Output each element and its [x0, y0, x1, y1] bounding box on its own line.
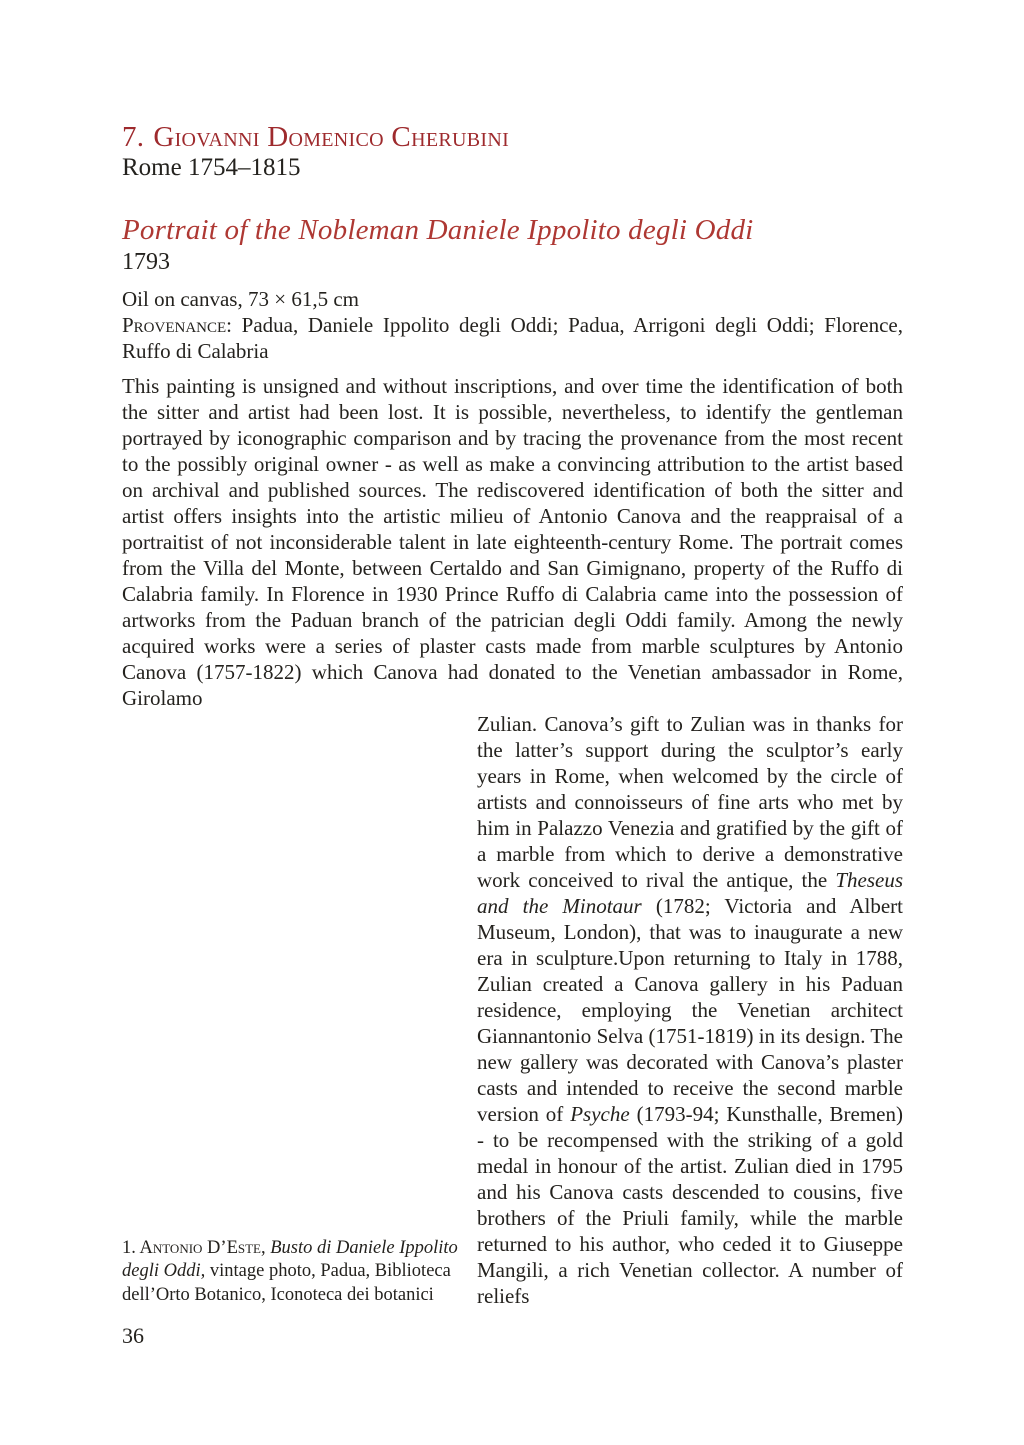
artist-dates: Rome 1754–1815	[122, 154, 301, 181]
body-text-segment: (1782; Victoria and Albert Museum, London), that was to inaugurate a new era in sculpture.Upon returning to Italy in 1788, Zulian created a Canova gallery in his Paduan residence, employing the Venetian architect Giannantonio Selva (1751-1819) in its design. The new gallery was decorated with Canova’s plaster casts and intended to receive the second marble version of	[477, 894, 903, 1126]
body-text-segment: Zulian. Canova’s gift to Zulian was in thanks for the latter’s support during the sculptor’s early years in Rome, when welcomed by the circle of artists and connoisseurs of fine arts who met by him in Palazzo Venezia and gratified by the gift of a marble from which to derive a demonstrative work conceived to rival the antique, the	[477, 712, 903, 892]
figure-placeholder	[122, 711, 477, 1237]
provenance-text: Padua, Daniele Ippolito degli Oddi; Padua, Arrigoni degli Oddi; Florence, Ruffo di Calabria	[122, 313, 903, 363]
cited-work-title: Theseus and the Minotaur	[477, 868, 903, 918]
provenance-label: Provenance:	[122, 313, 233, 337]
technical-block	[122, 287, 903, 364]
figure-and-text-row	[122, 711, 903, 1309]
caption-work-title: Busto di Daniele Ippolito degli Oddi,	[122, 1237, 458, 1281]
caption-details: vintage photo, Padua, Biblioteca dell’Orto Botanico, Iconoteca dei botanici	[122, 1261, 451, 1305]
provenance	[122, 312, 903, 364]
artwork-medium: Oil on canvas, 73 × 61,5 cm	[122, 287, 359, 311]
page-number: 36	[122, 1323, 144, 1348]
page-content	[122, 121, 903, 1349]
cited-work-title: Psyche	[570, 1102, 630, 1126]
figure-caption	[122, 1237, 477, 1310]
body-text-segment: (1793-94; Kunsthalle, Bremen) - to be recompensed with the striking of a gold medal in honour of the artist. Zulian died in 1795 and his Canova casts descended to cousins, five brothers of the Priuli family, while the marble returned to his author, who ceded it to Giuseppe Mangili, a rich Venetian collector. A number of reliefs	[477, 1102, 903, 1308]
catalogue-number: 7.	[122, 121, 145, 153]
body-paragraph-column	[477, 711, 903, 1309]
artist-name: Giovanni Domenico Cherubini	[153, 121, 510, 153]
caption-number-artist: 1. Antonio D’Este,	[122, 1237, 266, 1258]
figure-area	[122, 711, 477, 1309]
artist-header	[122, 121, 903, 153]
body-paragraph-wide: This painting is unsigned and without inscriptions, and over time the identification of both the sitter and artist had been lost. It is possible, nevertheless, to identify the gentleman portrayed by iconographic comparison and by tracing the provenance from the most recent to the possibly original owner - as well as make a convincing attribution to the artist based on archival and published sources. The rediscovered identification of both the sitter and artist offers insights into the artistic milieu of Antonio Canova and the reappraisal of a portraitist of not inconsiderable talent in late eighteenth-century Rome. The portrait comes from the Villa del Monte, between Certaldo and San Gimignano, property of the Ruffo di Calabria family. In Florence in 1930 Prince Ruffo di Calabria came into the possession of artworks from the Paduan branch of the patrician degli Oddi family. Among the newly acquired works were a series of plaster casts made from marble sculptures by Antonio Canova (1757-1822) which Canova had donated to the Venetian ambassador in Rome, Girolamo	[122, 374, 903, 710]
artwork-title: Portrait of the Nobleman Daniele Ippolito degli Oddi	[122, 214, 754, 246]
artwork-title-block	[122, 213, 903, 277]
artwork-year: 1793	[122, 249, 170, 275]
